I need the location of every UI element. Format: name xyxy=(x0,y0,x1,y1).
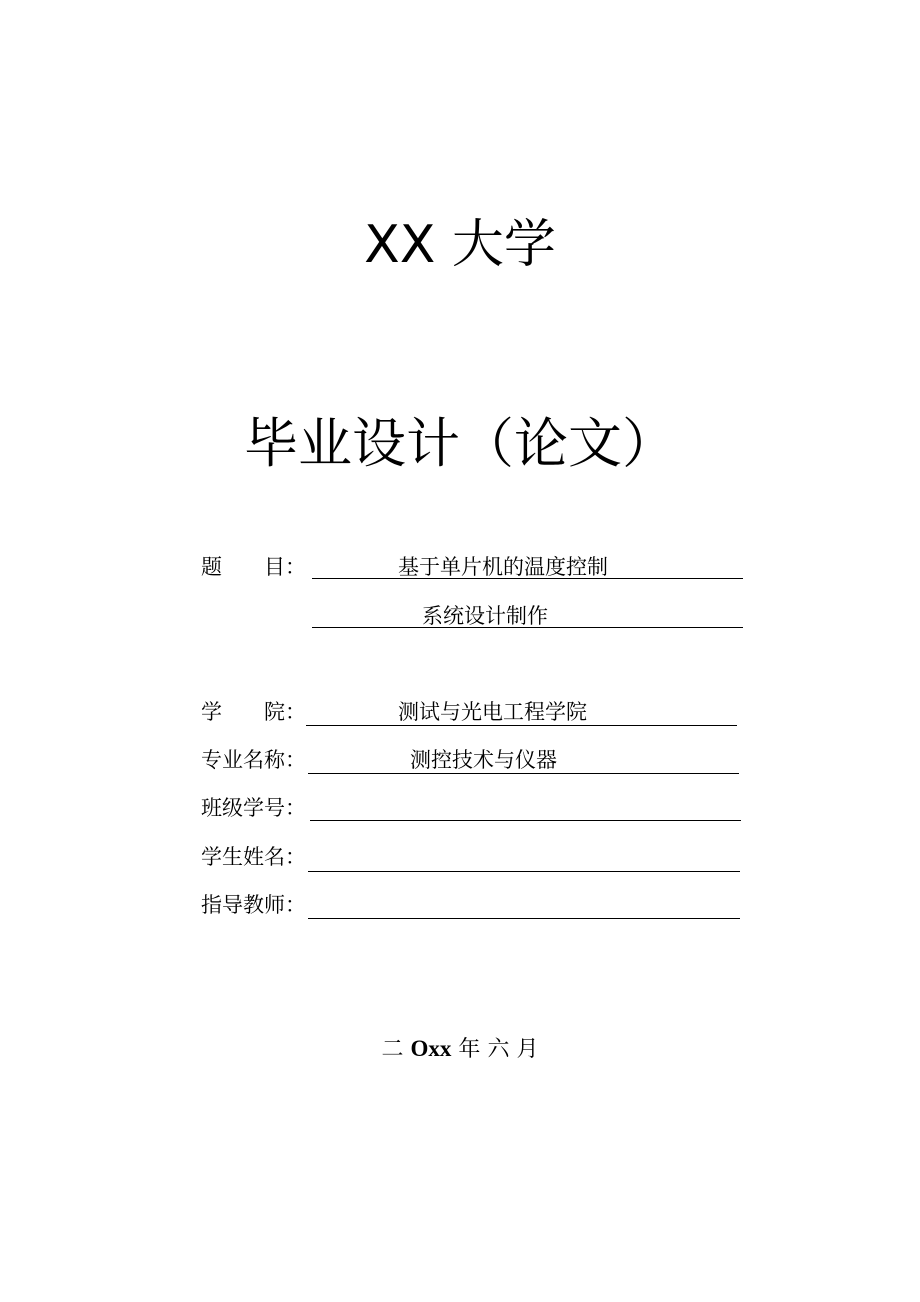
class-id-label: 班级学号： xyxy=(201,796,306,820)
major-label: 专业名称： xyxy=(201,748,306,772)
major-value: 测控技术与仪器 xyxy=(410,748,557,772)
title-label: 题 目： xyxy=(201,555,306,579)
college-label: 学 院： xyxy=(201,700,306,724)
completion-date xyxy=(0,1034,920,1065)
title-value-line-2: 系统设计制作 xyxy=(422,604,548,628)
advisor-label: 指导教师： xyxy=(201,893,306,917)
document-type-title: 毕业设计（论文） xyxy=(244,412,676,475)
student-name-underline xyxy=(308,871,740,872)
advisor-underline xyxy=(308,918,740,919)
date-month-suffix: 月 xyxy=(516,1037,539,1062)
date-year-suffix: 年 xyxy=(458,1037,481,1062)
class-id-underline xyxy=(310,820,741,821)
date-month: 六 xyxy=(487,1037,510,1062)
title-value-line-1: 基于单片机的温度控制 xyxy=(398,555,608,579)
date-prefix: 二 xyxy=(381,1037,404,1062)
student-name-label: 学生姓名： xyxy=(201,845,306,869)
university-name: XX 大学 xyxy=(364,215,556,275)
college-value: 测试与光电工程学院 xyxy=(398,700,587,724)
date-year: Oxx xyxy=(410,1036,452,1061)
